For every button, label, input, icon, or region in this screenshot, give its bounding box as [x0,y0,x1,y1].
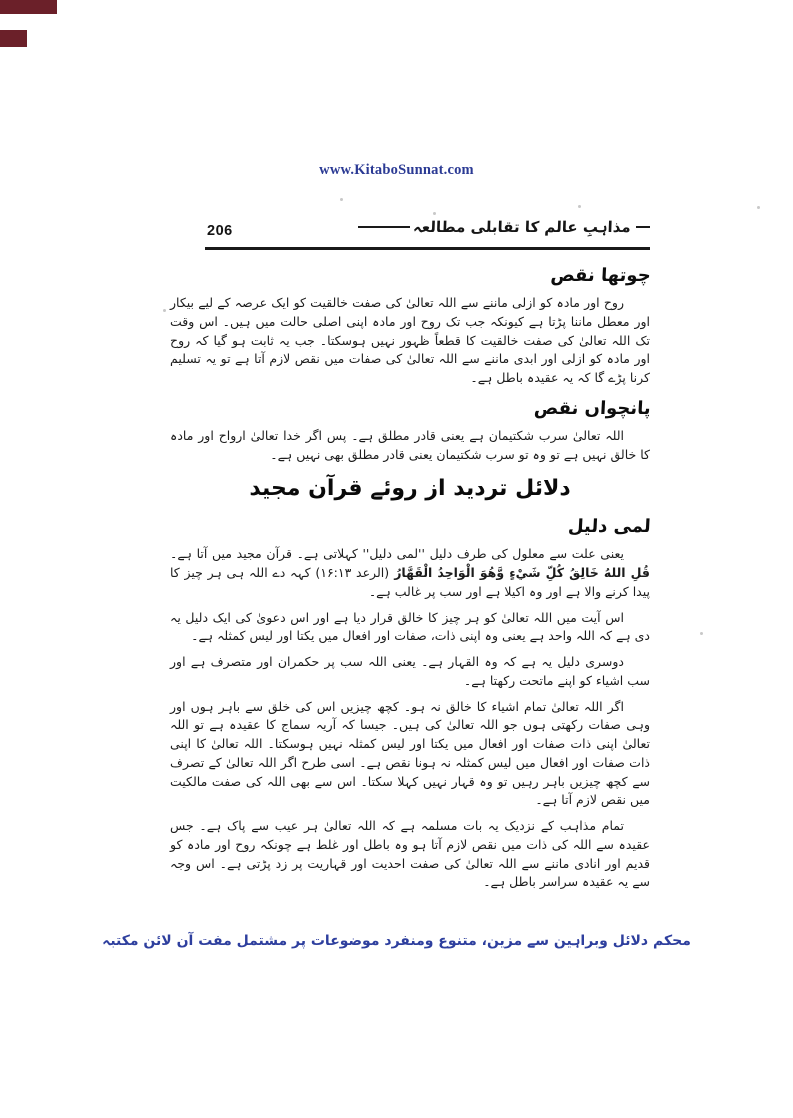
page-number: 206 [207,223,233,239]
header-rule [205,247,650,250]
paragraph-all-religions: تمام مذاہب کے نزدیک یہ بات مسلمہ ہے کہ اللہ تعالیٰ ہر عیب سے پاک ہے۔ جس عقیدہ سے اللہ کی ذات میں نقص لازم آتا ہو وہ باطل اور غلط ہے چونکہ روح اور مادہ کو قدیم اور انادی ماننے سے اللہ تعالیٰ کی صفت احدیت اور قہاریت پر زد پڑتی ہے۔ اس وجہ سے یہ عقیدہ سراسر باطل ہے۔ [170,818,650,890]
quran-verse-reference: (الرعد ۱۶:۱۳) [315,565,390,580]
limmi-pre-text: یعنی علت سے معلول کی طرف دلیل ''لمی دلیل'' کہلاتی ہے۔ قرآن مجید میں آتا ہے۔ [170,546,624,562]
paragraph-second-daleel: دوسری دلیل یہ ہے کہ وہ القہار ہے۔ یعنی اللہ سب پر حکمران اور متصرف ہے اور سب اشیاء کو اپنے ماتحت رکھتا ہے۔ [170,654,650,688]
page-body-text [170,257,650,899]
paragraph-ayat-explanation: اس آیت میں اللہ تعالیٰ کو ہر چیز کا خالق قرار دیا ہے اور اس دعویٰ کی ایک دلیل یہ دی ہے کہ اللہ واحد ہے یعنی وہ اپنی ذات، صفات اور افعال میں یکتا اور لیس کمثلہ ہے۔ [170,609,650,644]
header-title-row [230,218,650,236]
footer-tagline: محکم دلائل وبراہین سے مزین، متنوع ومنفرد موضوعات پر مشتمل مفت آن لائن مکتبہ [102,933,691,949]
paragraph-if-not-creator: اگر اللہ تعالیٰ تمام اشیاء کا خالق نہ ہو۔ کچھ چیزیں اس کی خلق سے باہر ہوں اور وہی صفات رکھتی ہوں جو اللہ تعالیٰ کی ہیں۔ جیسا کہ آریہ سماج کا عقیدہ ہے تو اللہ تعالیٰ اپنی ذات صفات اور افعال میں یکتا اور لیس کمثلہ نہیں ہوسکتا۔ اللہ تعالیٰ کا اپنی ذات صفات اور افعال میں لیس کمثلہ نہ ہونا نقص ہے۔ اسی طرح اگر اللہ تعالیٰ کے تصرف سے کچھ چیزیں باہر رہیں تو وہ قہار نہیں کہلا سکتا۔ اس سے بھی اللہ کی صفت مالکیت میں نقص لازم آتا ہے۔ [170,698,650,808]
quran-verse-text: قُلِ اللهُ خَالِقُ كُلِّ شَيْءٍ وَّهُوَ الْوَاحِدُ الْقَهَّارُ [389,565,650,580]
heading-fourth-defect: چوتھا نقص [549,265,652,286]
paragraph-limmi-daleel [170,545,650,601]
scan-speckle [757,206,760,209]
heading-refutation-from-quran: دلائل تردید از روئے قرآن مجید [249,476,571,502]
scan-artifact-block [0,0,57,14]
watermark-url: www.KitaboSunnat.com [319,162,474,178]
paragraph-fourth-defect: روح اور مادہ کو ازلی ماننے سے اللہ تعالیٰ کی صفت خالقیت کو ایک عرصہ کے لیے بیکار اور معطل ماننا پڑتا ہے کیونکہ جب تک روح اور مادہ اپنی اصلی حالت میں ہیں۔ اس وقت تک اللہ تعالیٰ کی صفت خالقیت کا قطعاً ظہور نہیں ہوسکتا۔ جب یہ ثابت ہو گیا کہ روح اور مادہ کو ازلی اور ابدی ماننے سے اللہ تعالیٰ کی صفات میں نقص لازم آتا ہے تو یہ تسلیم کرنا پڑے گا کہ یہ عقیدہ باطل ہے۔ [170,295,650,385]
heading-limmi-daleel: لمی دلیل [567,516,652,538]
scan-artifact-block [0,30,27,47]
scan-speckle [433,212,436,215]
scan-speckle [578,205,581,208]
header-dash-left [358,226,410,228]
scan-speckle [163,309,166,312]
heading-fifth-defect: پانچواں نقص [533,397,652,419]
scan-speckle [340,198,343,201]
header-dash-right [636,226,650,228]
book-title: مذاہبِ عالم کا تقابلی مطالعہ [412,218,632,236]
scan-speckle [700,632,703,635]
paragraph-fifth-defect: اللہ تعالیٰ سرب شکتیمان ہے یعنی قادر مطلق ہے۔ پس اگر خدا تعالیٰ ارواح اور مادہ کا خالق نہیں ہے تو وہ تو سرب شکتیمان یعنی قادر مطلق بھی نہیں ہے۔ [170,427,650,462]
limmi-post-text: کہہ دے اللہ ہی ہر چیز کا پیدا کرنے والا ہے اور وہ اکیلا ہے اور سب پر غالب ہے۔ [170,565,650,599]
